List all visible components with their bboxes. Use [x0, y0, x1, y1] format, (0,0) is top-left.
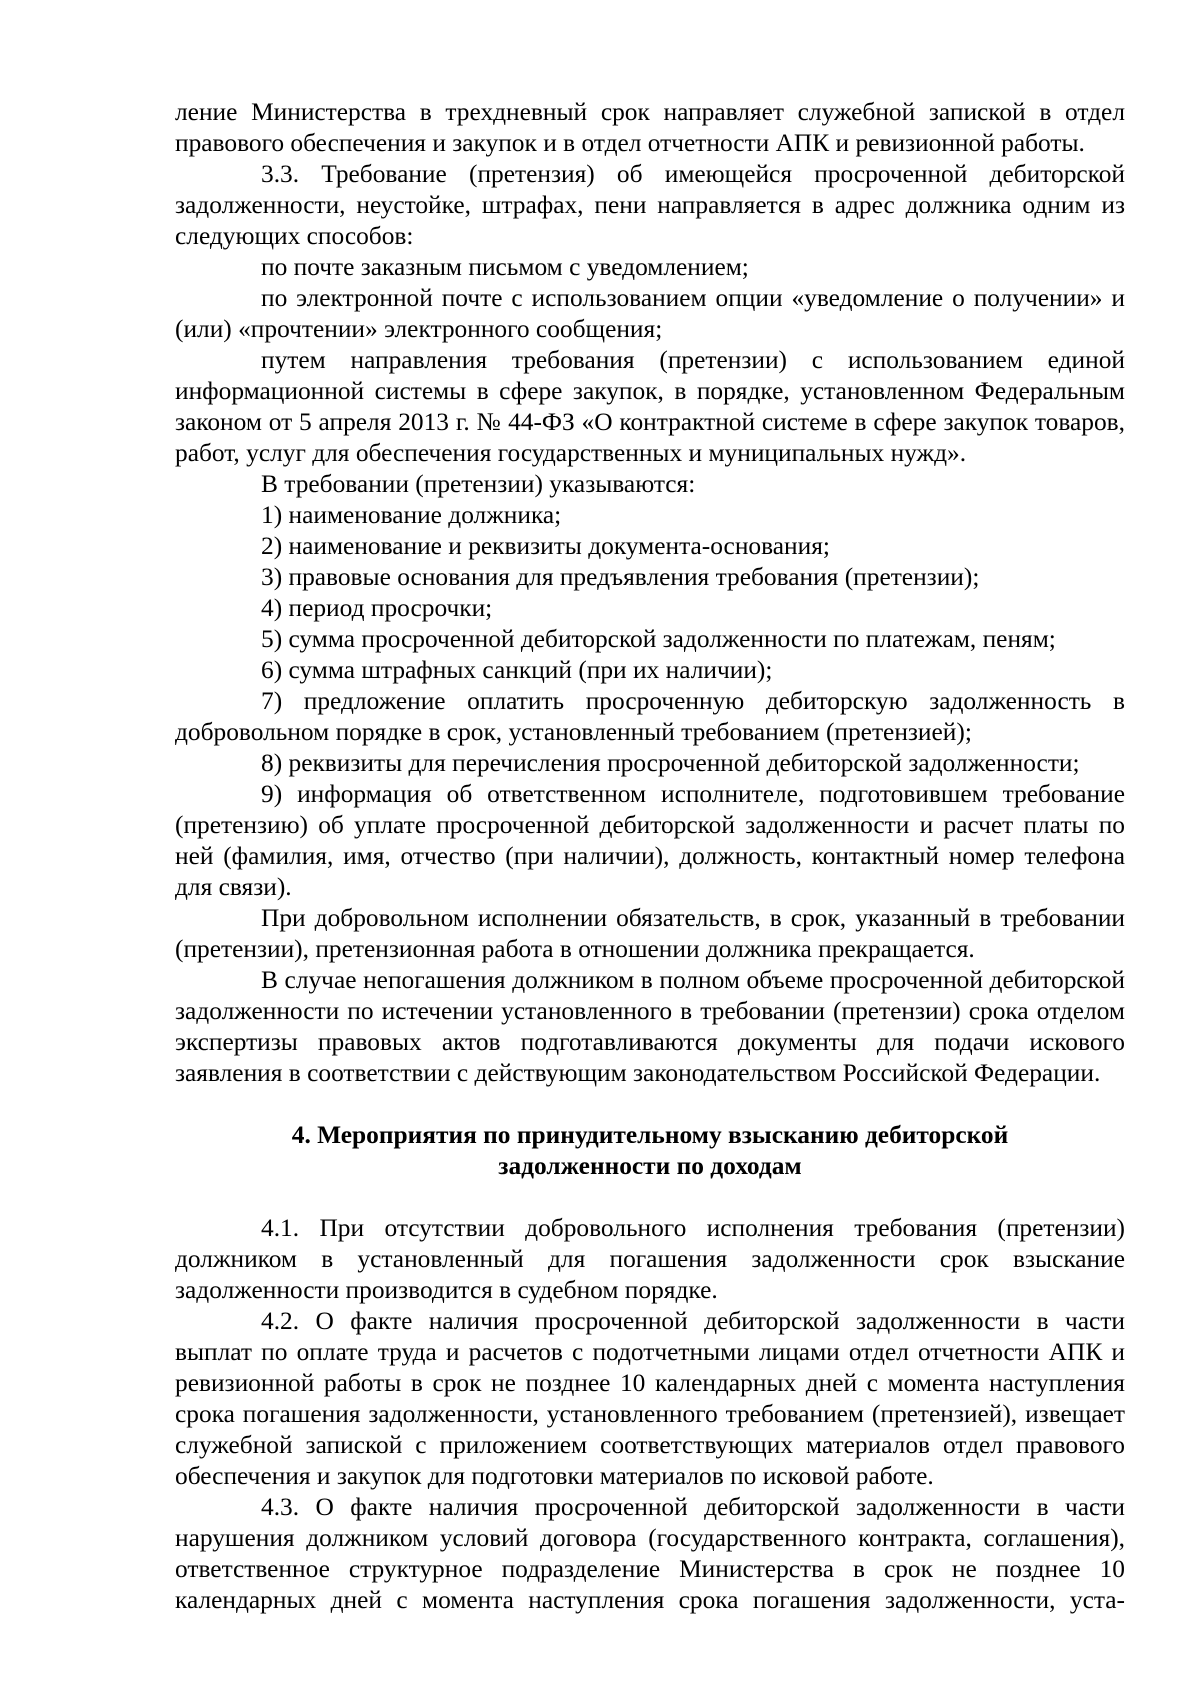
paragraph-item-8: 8) реквизиты для перечисления просроченной дебиторской задолженности; — [261, 749, 1080, 777]
paragraph-item-7: 7) предложение оплатить просроченную дебиторскую задолженность в добровольном порядке в срок, установленный требованием (претензией); — [175, 687, 1125, 746]
paragraph-item-6: 6) сумма штрафных санкций (при их наличии); — [261, 656, 773, 684]
paragraph-eis: путем направления требования (претензии) с использованием единой информационной системы в сфере закупок, в порядке, установленном Федеральным законом от 5 апреля 2013 г. № 44-ФЗ «О контрактной системе в сфере закупок товаров, работ, услуг для обеспечения государственных и муниципальных нужд». — [175, 346, 1125, 467]
paragraph-item-3: 3) правовые основания для предъявления требования (претензии); — [261, 563, 980, 591]
paragraph-4-1: 4.1. При отсутствии добровольного исполнения требования (претензии) должником в установленный для погашения задолженности срок взыскание задолженности производится в судебном порядке. — [175, 1214, 1125, 1304]
section-4-heading — [175, 1120, 1125, 1182]
document-page — [175, 97, 1125, 1616]
section-heading-line-1: 4. Мероприятия по принудительному взысканию дебиторской — [291, 1121, 1009, 1149]
paragraph-nonpayment: В случае непогашения должником в полном объеме просроченной дебиторской задолженности по истечении установленного в требовании (претензии) срока отделом экспертизы правовых актов подготавливаются документы для подачи искового заявления в соответствии с действующим законодательством Российской Федерации. — [175, 966, 1125, 1087]
paragraph-item-4: 4) период просрочки; — [261, 594, 493, 622]
paragraph-4-3: 4.3. О факте наличия просроченной дебиторской задолженности в части нарушения должником условий договора (государственного контракта, соглашения), ответственное структурное подразделение Министерства в срок не позднее 10 календарных дней с момента наступления срока погашения задолженности, уста- — [175, 1493, 1125, 1614]
paragraph-item-9: 9) информация об ответственном исполнителе, подготовившем требование (претензию) об уплате просроченной дебиторской задолженности и расчет платы по ней (фамилия, имя, отчество (при наличии), должность, контактный номер телефона для связи). — [175, 780, 1125, 901]
paragraph-4-2: 4.2. О факте наличия просроченной дебиторской задолженности в части выплат по оплате труда и расчетов с подотчетными лицами отдел отчетности АПК и ревизионной работы в срок не позднее 10 календарных дней с момента наступления срока погашения задолженности, установленного требованием (претензией), извещает служебной запиской с приложением соответствующих материалов отдел правового обеспечения и закупок для подготовки материалов по исковой работе. — [175, 1307, 1125, 1490]
paragraph-voluntary: При добровольном исполнении обязательств, в срок, указанный в требовании (претензии), претензионная работа в отношении должника прекращается. — [175, 904, 1125, 963]
paragraph-cont: ление Министерства в трехдневный срок направляет служебной запиской в отдел правового обеспечения и закупок и в отдел отчетности АПК и ревизионной работы. — [175, 98, 1125, 157]
document-body-bottom — [175, 1213, 1125, 1616]
paragraph-mail: по почте заказным письмом с уведомлением; — [261, 253, 749, 281]
section-heading-line-2: задолженности по доходам — [498, 1152, 802, 1180]
paragraph-item-1: 1) наименование должника; — [261, 501, 562, 529]
paragraph-email: по электронной почте с использованием опции «уведомление о получении» и (или) «прочтении» электронного сообщения; — [175, 284, 1125, 343]
paragraph-3-3: 3.3. Требование (претензия) об имеющейся просроченной дебиторской задолженности, неустойке, штрафах, пени направляется в адрес должника одним из следующих способов: — [175, 160, 1125, 250]
paragraph-item-5: 5) сумма просроченной дебиторской задолженности по платежам, пеням; — [261, 625, 1056, 653]
paragraph-item-2: 2) наименование и реквизиты документа-основания; — [261, 532, 830, 560]
paragraph-list-intro: В требовании (претензии) указываются: — [261, 470, 696, 498]
document-body-top — [175, 97, 1125, 1089]
